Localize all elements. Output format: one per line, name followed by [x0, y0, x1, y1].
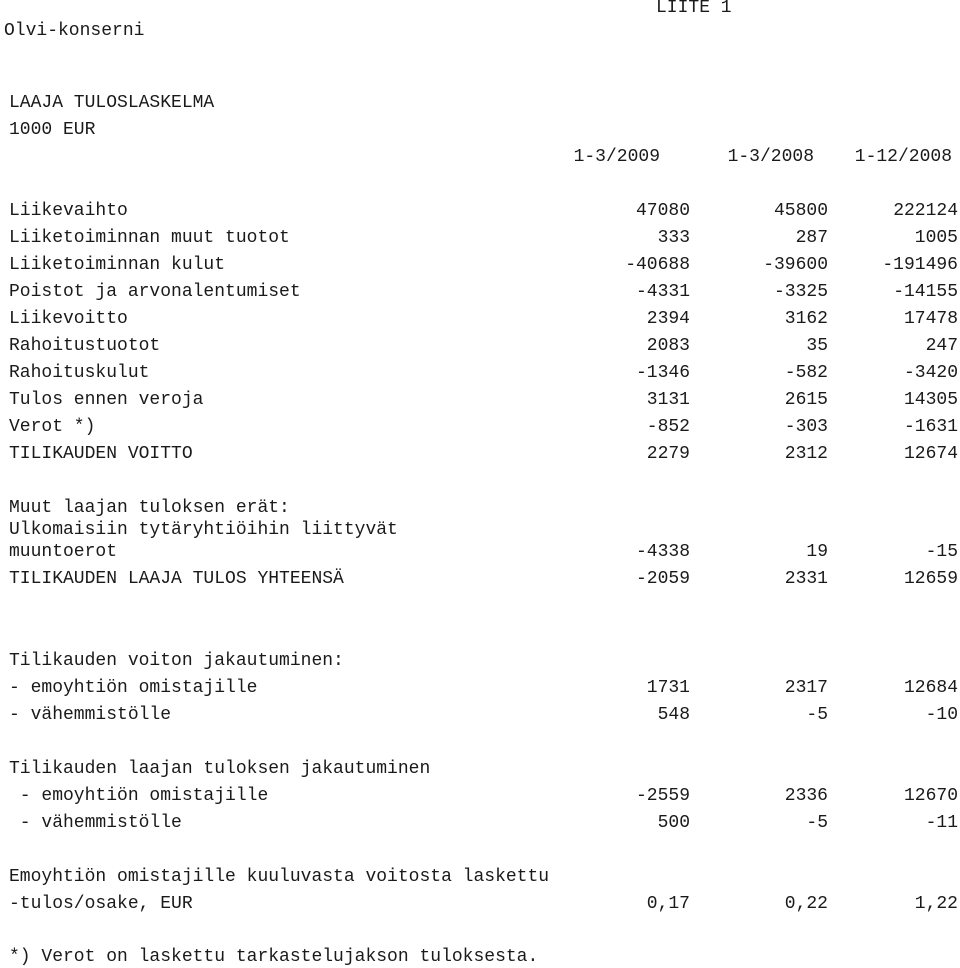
- value-q1-2008: -39600: [763, 255, 828, 275]
- row-label: Rahoituskulut: [9, 363, 150, 383]
- row-label: Rahoitustuotot: [9, 336, 161, 356]
- value-q1-2009: 333: [657, 228, 690, 248]
- value-q1-2009: -1346: [635, 363, 690, 383]
- value-q1-2009: 1731: [646, 678, 690, 698]
- currency-unit: 1000 EUR: [9, 120, 96, 140]
- row-label-line: Emoyhtiön omistajille kuuluvasta voitosta laskettu: [9, 867, 550, 887]
- value-q1-2009: 2279: [646, 444, 690, 464]
- row-label: Poistot ja arvonalentumiset: [9, 282, 301, 302]
- value-q1-2008: 19: [806, 542, 828, 562]
- value-q1-2008: 35: [806, 336, 828, 356]
- value-q1-2008: -5: [806, 705, 828, 725]
- row-label: - emoyhtiön omistajille: [9, 786, 269, 806]
- appendix-label: LIITE 1: [656, 0, 732, 18]
- value-q1-2009: 2083: [646, 336, 690, 356]
- section-heading: Muut laajan tuloksen erät:: [9, 498, 290, 518]
- value-q1-2008: 2331: [784, 569, 828, 589]
- value-q1-2008: -3325: [773, 282, 828, 302]
- value-q1-2009: 47080: [635, 201, 690, 221]
- value-q1-2009: -2059: [635, 569, 690, 589]
- value-q1-2008: 2336: [784, 786, 828, 806]
- row-label: Liiketoiminnan muut tuotot: [9, 228, 290, 248]
- value-q1-2009: 0,17: [646, 894, 690, 914]
- value-fy-2008: -14155: [893, 282, 958, 302]
- column-header-q1-2008: 1-3/2008: [727, 147, 814, 167]
- value-q1-2008: 45800: [773, 201, 828, 221]
- statement-title: LAAJA TULOSLASKELMA: [9, 93, 215, 113]
- value-q1-2009: 3131: [646, 390, 690, 410]
- value-fy-2008: -191496: [882, 255, 958, 275]
- section-heading: Tilikauden laajan tuloksen jakautuminen: [9, 759, 431, 779]
- value-q1-2009: -4331: [635, 282, 690, 302]
- value-q1-2009: -4338: [635, 542, 690, 562]
- value-q1-2008: 3162: [784, 309, 828, 329]
- value-fy-2008: 12659: [903, 569, 958, 589]
- row-label: - vähemmistölle: [9, 705, 172, 725]
- value-q1-2008: -5: [806, 813, 828, 833]
- column-header-q1-2009: 1-3/2009: [573, 147, 660, 167]
- row-label: Tulos ennen veroja: [9, 390, 204, 410]
- value-fy-2008: -11: [925, 813, 958, 833]
- value-q1-2008: 2615: [784, 390, 828, 410]
- value-fy-2008: -10: [925, 705, 958, 725]
- row-label: Liiketoiminnan kulut: [9, 255, 226, 275]
- value-q1-2008: 0,22: [784, 894, 828, 914]
- footnote: *) Verot on laskettu tarkastelujakson tuloksesta.: [9, 947, 539, 967]
- value-fy-2008: -15: [925, 542, 958, 562]
- row-label: Verot *): [9, 417, 96, 437]
- row-label: - vähemmistölle: [9, 813, 182, 833]
- value-fy-2008: 247: [925, 336, 958, 356]
- value-fy-2008: 12684: [903, 678, 958, 698]
- value-q1-2008: -303: [784, 417, 828, 437]
- value-fy-2008: 12670: [903, 786, 958, 806]
- value-q1-2009: 500: [657, 813, 690, 833]
- value-fy-2008: -3420: [903, 363, 958, 383]
- value-fy-2008: 1005: [914, 228, 958, 248]
- value-q1-2009: 548: [657, 705, 690, 725]
- value-fy-2008: 12674: [903, 444, 958, 464]
- value-q1-2009: -852: [646, 417, 690, 437]
- row-label: Liikevoitto: [9, 309, 128, 329]
- value-q1-2008: 2312: [784, 444, 828, 464]
- column-header-fy-2008: 1-12/2008: [854, 147, 952, 167]
- row-label: TILIKAUDEN LAAJA TULOS YHTEENSÄ: [9, 569, 344, 589]
- value-fy-2008: 17478: [903, 309, 958, 329]
- value-q1-2009: 2394: [646, 309, 690, 329]
- value-q1-2008: 2317: [784, 678, 828, 698]
- section-heading: Tilikauden voiton jakautuminen:: [9, 651, 344, 671]
- value-q1-2009: -2559: [635, 786, 690, 806]
- value-q1-2009: -40688: [625, 255, 690, 275]
- row-label-line: Ulkomaisiin tytäryhtiöihin liittyvät: [9, 520, 398, 540]
- value-fy-2008: 222124: [893, 201, 958, 221]
- row-label: -tulos/osake, EUR: [9, 894, 193, 914]
- value-q1-2008: -582: [784, 363, 828, 383]
- value-fy-2008: 14305: [903, 390, 958, 410]
- row-label: - emoyhtiön omistajille: [9, 678, 258, 698]
- value-fy-2008: -1631: [903, 417, 958, 437]
- row-label: muuntoerot: [9, 542, 118, 562]
- row-label: Liikevaihto: [9, 201, 128, 221]
- company-name: Olvi-konserni: [4, 21, 145, 41]
- value-q1-2008: 287: [795, 228, 828, 248]
- row-label: TILIKAUDEN VOITTO: [9, 444, 193, 464]
- value-fy-2008: 1,22: [914, 894, 958, 914]
